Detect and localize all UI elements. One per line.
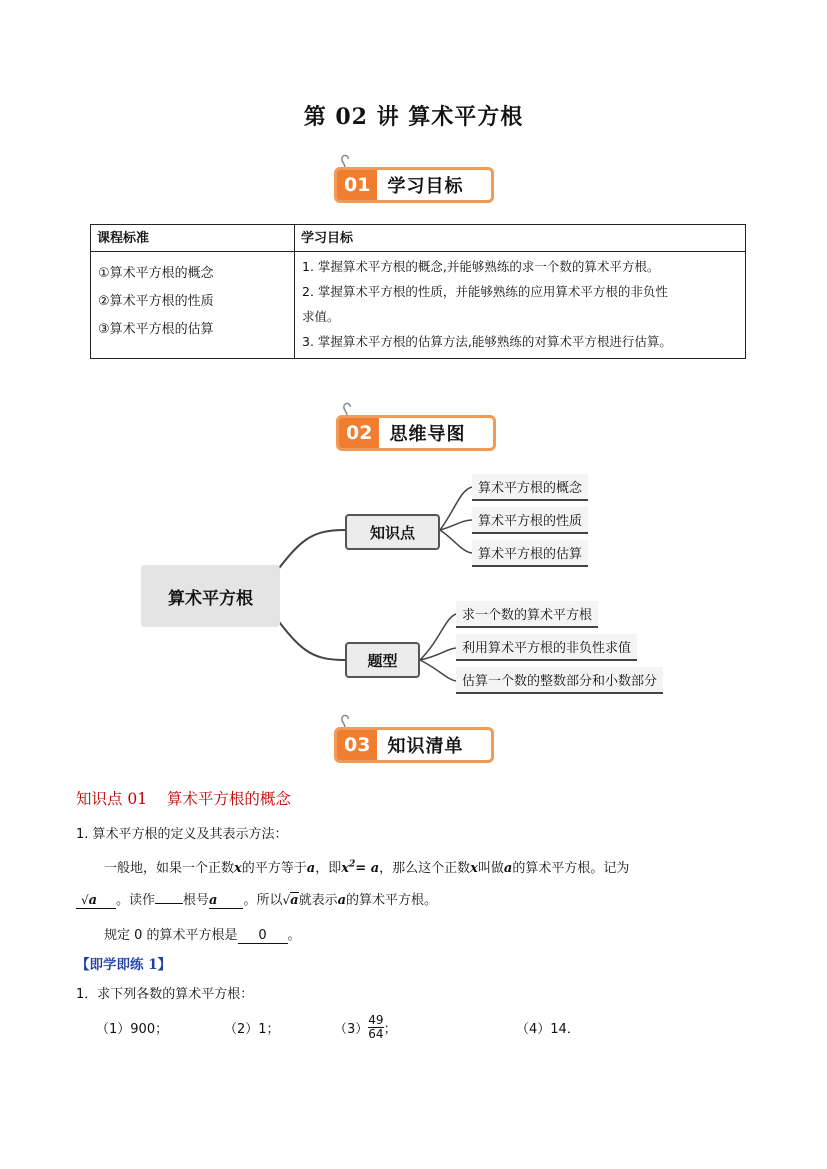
standard-item: ①算术平方根的概念 [98,266,214,281]
practice-items [96,1014,796,1048]
fraction: $\frac{49}{64}$ [368,1013,384,1041]
goal-item: 1. 掌握算术平方根的概念,并能够熟练的求一个数的算术平方根。 [302,259,660,274]
mindmap-branch-knowledge: 知识点 [345,514,440,550]
practice-question: 1．求下列各数的算术平方根： [76,987,254,1002]
section-label: 学习目标 [387,176,464,197]
knowledge-point-title: 知识点 01 算术平方根的概念 [76,790,291,808]
section-number: 03 [337,730,377,760]
goal-item: 求值。 [302,309,340,324]
section-number: 01 [337,170,377,200]
section-label: 思维导图 [389,424,466,445]
zero-rule: 规定 0 的算术平方根是 0 。 [104,928,301,943]
mindmap-leaf: 估算一个数的整数部分和小数部分 [456,667,663,694]
mindmap-leaf: 求一个数的算术平方根 [456,601,598,628]
standard-item: ③算术平方根的估算 [98,322,214,337]
objectives-table [90,224,746,359]
goal-item: 2. 掌握算术平方根的性质，并能够熟练的应用算术平方根的非负性 [302,284,668,299]
practice-item-fraction: （3） $\frac{49}{64}$ ； [334,1013,397,1041]
goal-item: 3. 掌握算术平方根的估算方法,能够熟练的对算术平方根进行估算。 [302,334,672,349]
standard-item: ②算术平方根的性质 [98,294,214,309]
practice-title: 【即学即练 1】 [76,957,172,973]
practice-item: （2）1； [224,1022,280,1037]
mindmap-branch-question-types: 题型 [345,642,420,678]
mindmap-leaf: 算术平方根的性质 [472,507,588,534]
section-badge-knowledge [334,727,494,763]
mind-map [0,460,827,710]
section-badge-objectives [334,167,494,203]
table-header-standard: 课程标准 [91,225,295,252]
mindmap-leaf: 算术平方根的估算 [472,540,588,567]
table-header-goal: 学习目标 [295,225,746,252]
section-badge-mindmap [336,415,496,451]
definition-paragraph-line1: 一般地，如果一个正数x的平方等于a，即$x^2= a$，那么这个正数x叫做a的算术平方根。记为 [104,859,630,876]
section-label: 知识清单 [387,736,464,757]
definition-heading: 1. 算术平方根的定义及其表示方法： [76,827,288,842]
practice-item: （4）14． [516,1022,580,1037]
mindmap-root: 算术平方根 [141,565,280,627]
practice-item: （1）900； [96,1022,169,1037]
mindmap-leaf: 利用算术平方根的非负性求值 [456,634,637,661]
section-number: 02 [339,418,379,448]
mindmap-leaf: 算术平方根的概念 [472,474,588,501]
definition-paragraph-line2: √a 。读作 根号a 。所以√a就表示a的算术平方根。 [76,889,437,909]
page-title: 第 02 讲 算术平方根 [303,104,524,130]
